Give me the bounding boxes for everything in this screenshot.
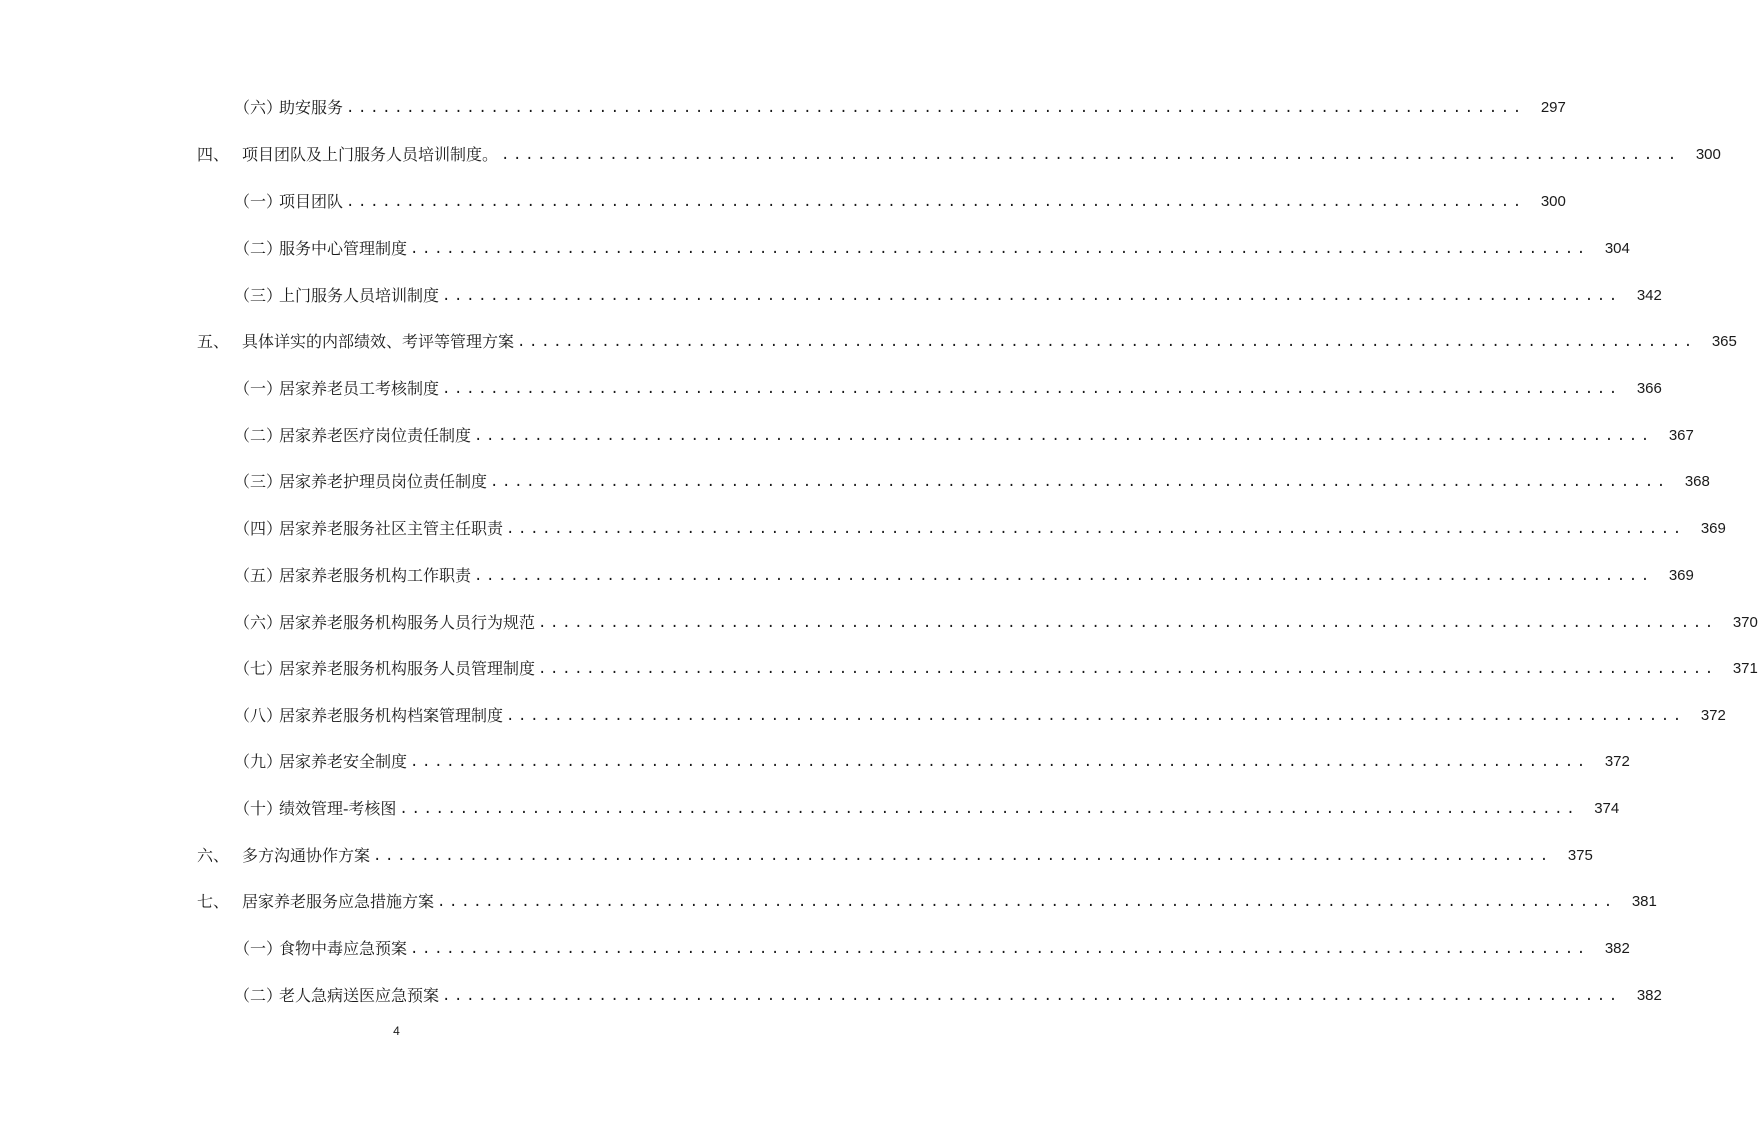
toc-entry-title: 具体详实的内部绩效、考评等管理方案: [242, 332, 515, 351]
toc-entry-title: 居家养老服务应急措施方案: [242, 892, 435, 911]
toc-entry-page: 365: [1711, 333, 1737, 350]
toc-entry-title: 居家养老服务机构档案管理制度: [279, 706, 504, 725]
toc-dot-leader: ..................................................................................................: [506, 521, 1685, 537]
toc-dot-leader: ..................................................................................................: [437, 894, 1616, 910]
toc-dot-leader: ..................................................................................................: [410, 754, 1589, 770]
toc-entry-page: 297: [1540, 99, 1566, 116]
toc-entry[interactable]: [0, 374, 1662, 404]
toc-dot-leader: ..................................................................................................: [442, 381, 1621, 397]
toc-entry-title: 居家养老服务社区主管主任职责: [279, 519, 504, 538]
toc-entry-page: 300: [1695, 146, 1721, 163]
toc-entry-page: 367: [1668, 427, 1694, 444]
toc-entry-title: 多方沟通协作方案: [242, 846, 371, 865]
toc-entry[interactable]: [0, 93, 1566, 123]
toc-entry-number: （六）: [234, 613, 283, 632]
toc-entry[interactable]: [0, 608, 1758, 638]
toc-dot-leader: ..................................................................................................: [442, 288, 1621, 304]
toc-entry-title: 居家养老护理员岗位责任制度: [279, 472, 488, 491]
toc-entry-number: （一）: [234, 192, 283, 211]
toc-entry-page: 370: [1732, 614, 1758, 631]
toc-entry-title: 居家养老服务机构服务人员行为规范: [279, 613, 536, 632]
toc-dot-leader: ..................................................................................................: [399, 801, 1579, 817]
toc-entry[interactable]: [0, 421, 1694, 451]
toc-entry-page: 304: [1604, 240, 1630, 257]
toc-dot-leader: ..................................................................................................: [346, 194, 1525, 210]
toc-dot-leader: ..................................................................................................: [538, 615, 1717, 631]
toc-entry[interactable]: [0, 187, 1566, 217]
toc-entry-number: （三）: [234, 286, 283, 305]
toc-entry-number: （二）: [234, 239, 283, 258]
toc-entry-number: （二）: [234, 426, 283, 445]
toc-entry[interactable]: [0, 887, 1657, 917]
toc-entry-page: 381: [1631, 893, 1657, 910]
toc-entry-page: 366: [1636, 380, 1662, 397]
toc-entry-page: 369: [1668, 567, 1694, 584]
toc-entry-title: 居家养老员工考核制度: [279, 379, 440, 398]
toc-entry-page: 300: [1540, 193, 1566, 210]
toc-entry[interactable]: [0, 281, 1662, 311]
toc-entry-number: 五、: [197, 332, 230, 351]
toc-entry[interactable]: [0, 327, 1737, 357]
toc-entry-number: （六）: [234, 98, 283, 117]
toc-entry-title: 居家养老安全制度: [279, 752, 408, 771]
toc-entry-page: 342: [1636, 287, 1662, 304]
toc-entry-number: （二）: [234, 986, 283, 1005]
toc-entry[interactable]: [0, 467, 1710, 497]
toc-entry[interactable]: [0, 794, 1620, 824]
toc-entry-page: 372: [1604, 753, 1630, 770]
toc-entry-title: 居家养老医疗岗位责任制度: [279, 426, 472, 445]
toc-entry[interactable]: [0, 561, 1694, 591]
toc-entry[interactable]: [0, 934, 1630, 964]
toc-dot-leader: ..................................................................................................: [474, 428, 1653, 444]
toc-dot-leader: ..................................................................................................: [442, 988, 1621, 1004]
toc-dot-leader: ..................................................................................................: [346, 100, 1525, 116]
toc-entry-number: （四）: [234, 519, 283, 538]
toc-entry-page: 369: [1700, 520, 1726, 537]
toc-entry-number: （五）: [234, 566, 283, 585]
toc-entry[interactable]: [0, 234, 1630, 264]
toc-entry-page: 374: [1594, 800, 1620, 817]
toc-dot-leader: ..................................................................................................: [410, 941, 1589, 957]
toc-entry-page: 372: [1700, 707, 1726, 724]
toc-dot-leader: ..................................................................................................: [490, 474, 1669, 490]
toc-entry-title: 服务中心管理制度: [279, 239, 408, 258]
toc-entry-title: 助安服务: [279, 98, 344, 117]
toc-entry-title: 上门服务人员培训制度: [279, 286, 440, 305]
toc-entry-title: 项目团队及上门服务人员培训制度。: [242, 145, 499, 164]
toc-entry-number: 七、: [197, 892, 230, 911]
toc-entry-page: 375: [1567, 847, 1593, 864]
toc-entry-title: 食物中毒应急预案: [279, 939, 408, 958]
toc-dot-leader: ..................................................................................................: [506, 708, 1685, 724]
toc-entry-page: 382: [1636, 987, 1662, 1004]
toc-entry-page: 368: [1684, 473, 1710, 490]
toc-entry[interactable]: [0, 514, 1726, 544]
toc-entry-page: 371: [1732, 660, 1758, 677]
toc-dot-leader: ..................................................................................................: [410, 241, 1589, 257]
toc-entry-number: 四、: [197, 145, 230, 164]
toc-entry-title: 老人急病送医应急预案: [279, 986, 440, 1005]
toc-dot-leader: ..................................................................................................: [538, 661, 1717, 677]
toc-dot-leader: ..................................................................................................: [373, 848, 1552, 864]
toc-dot-leader: ..................................................................................................: [517, 334, 1696, 350]
toc-entry-number: （一）: [234, 379, 283, 398]
toc-entry[interactable]: [0, 140, 1721, 170]
toc-entry-title: 绩效管理-考核图: [279, 799, 397, 818]
toc-entry-number: （十）: [234, 799, 283, 818]
toc-entry-number: （一）: [234, 939, 283, 958]
toc-entry-title: 居家养老服务机构工作职责: [279, 566, 472, 585]
toc-dot-leader: ..................................................................................................: [474, 568, 1653, 584]
toc-entry[interactable]: [0, 654, 1758, 684]
toc-entry[interactable]: [0, 841, 1593, 871]
toc-entry-page: 382: [1604, 940, 1630, 957]
toc-entry[interactable]: [0, 981, 1662, 1011]
toc-entry-number: （七）: [234, 659, 283, 678]
page-number: 4: [393, 1024, 400, 1038]
toc-entry-number: （三）: [234, 472, 283, 491]
toc-entry-number: （九）: [234, 752, 283, 771]
toc-entry-title: 项目团队: [279, 192, 344, 211]
toc-dot-leader: ..................................................................................................: [501, 147, 1680, 163]
toc-entry-number: （八）: [234, 706, 283, 725]
toc-entry-number: 六、: [197, 846, 230, 865]
toc-entry-title: 居家养老服务机构服务人员管理制度: [279, 659, 536, 678]
toc-entry[interactable]: [0, 747, 1630, 777]
toc-entry[interactable]: [0, 701, 1726, 731]
